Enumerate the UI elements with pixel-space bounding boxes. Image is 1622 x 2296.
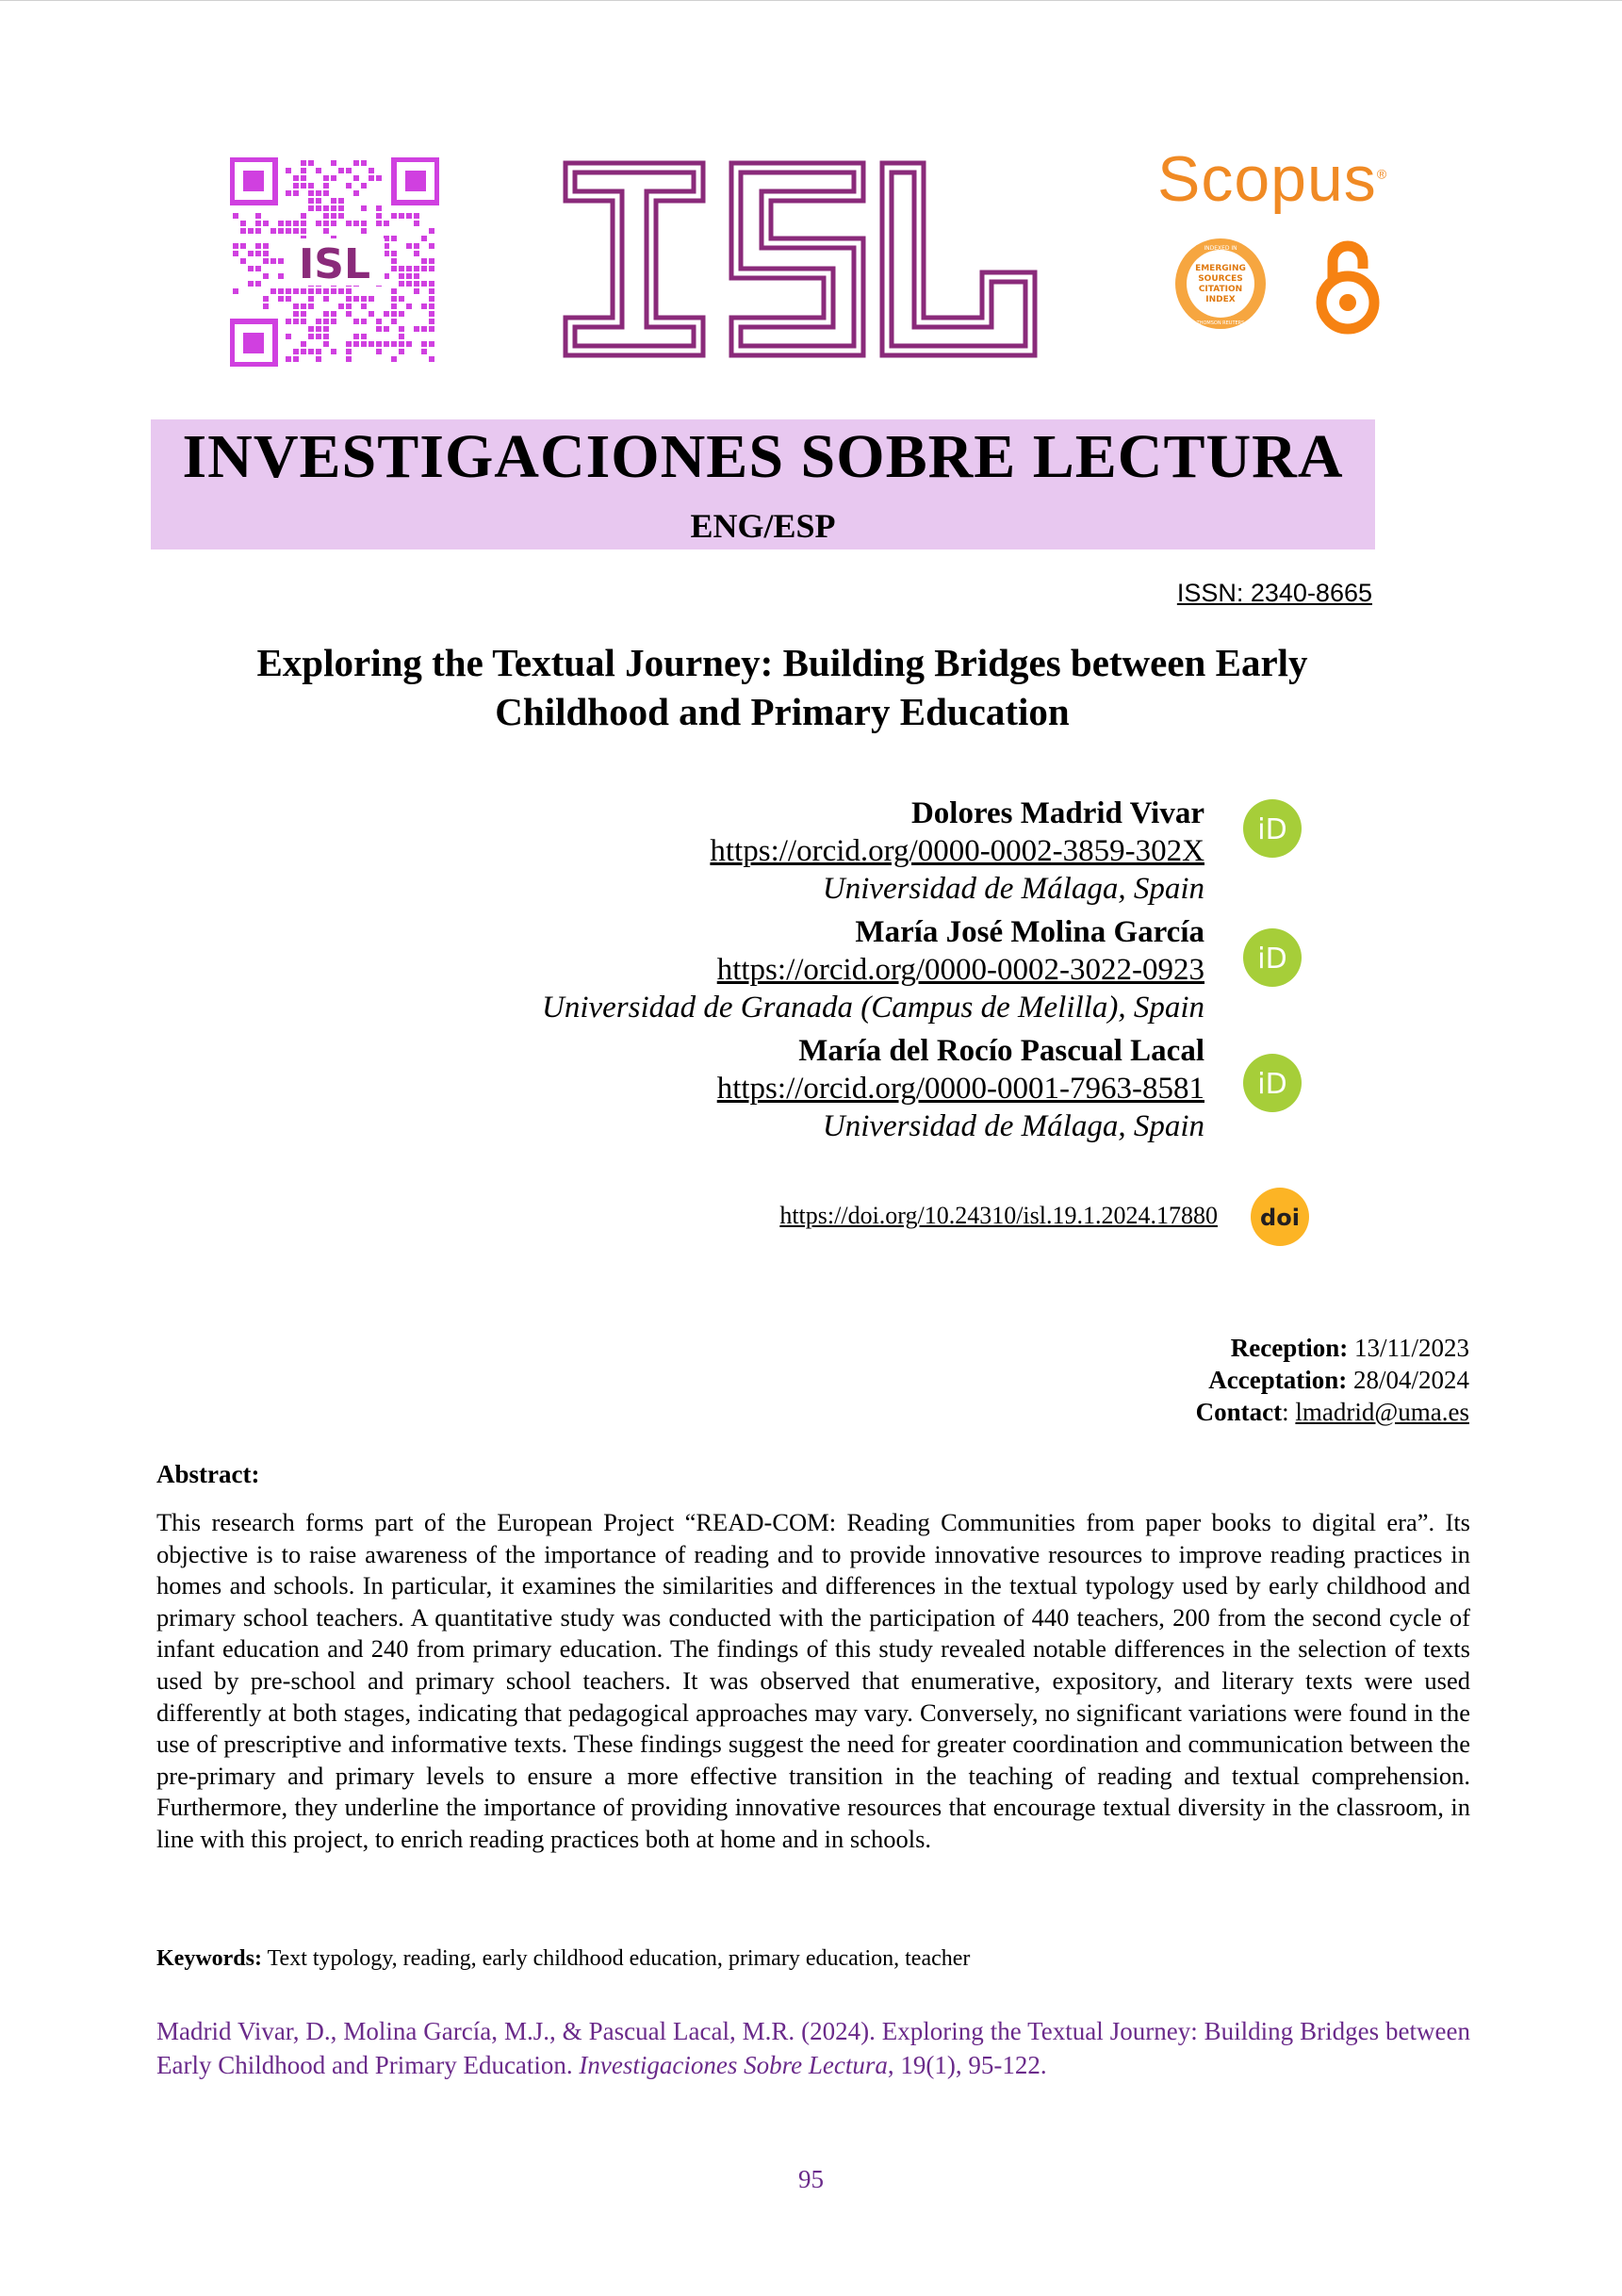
abstract-heading: Abstract: [156, 1460, 260, 1488]
reception-row [1196, 1332, 1469, 1364]
esci-line-1: EMERGING [1195, 264, 1246, 273]
keywords-label: Keywords: [156, 1946, 262, 1971]
svg-text:doi: doi [1260, 1205, 1300, 1231]
svg-text:iD: iD [1257, 813, 1287, 846]
qr-center-label: ISL [298, 240, 371, 288]
journal-title: INVESTIGACIONES SOBRE LECTURA [182, 422, 1344, 491]
author-affiliation: Universidad de Granada (Campus de Melilla), Spain [541, 991, 1204, 1025]
issn[interactable]: ISSN: 2340-8665 [1176, 579, 1372, 607]
esci-line-4: INDEX [1205, 295, 1236, 304]
qr-code-icon [230, 157, 439, 367]
orcid-icon[interactable] [1242, 927, 1303, 988]
doi-link[interactable]: https://doi.org/10.24310/isl.19.1.2024.17880 [779, 1202, 1218, 1229]
author-3 [542, 1032, 1204, 1145]
author-orcid-link[interactable]: https://orcid.org/0000-0002-3859-302X [710, 834, 1204, 868]
esci-badge-icon [1169, 237, 1272, 331]
keywords [156, 1946, 970, 1972]
reception-date: 13/11/2023 [1353, 1334, 1469, 1362]
scopus-text: Scopus [1157, 143, 1377, 215]
isl-logo [562, 159, 1039, 359]
author-affiliation: Universidad de Málaga, Spain [822, 1109, 1204, 1143]
keywords-text: Text typology, reading, early childhood education, primary education, teacher [267, 1946, 971, 1971]
esci-ring-bottom: THOMSON REUTERS [1196, 320, 1245, 326]
scopus-logo [1157, 142, 1387, 216]
author-affiliation: Universidad de Málaga, Spain [822, 872, 1204, 906]
reception-label: Reception: [1230, 1334, 1349, 1362]
contact-email[interactable]: lmadrid@uma.es [1295, 1398, 1469, 1426]
esci-line-2: SOURCES [1198, 274, 1243, 284]
author-list [542, 795, 1204, 1151]
svg-text:iD: iD [1257, 943, 1287, 976]
esci-ring-top: INDEXED IN [1204, 245, 1237, 252]
orcid-icon[interactable] [1242, 798, 1303, 859]
paper-title-line-2: Childhood and Primary Education [495, 690, 1070, 733]
page-number: 95 [798, 2165, 824, 2193]
doi-icon[interactable] [1250, 1187, 1310, 1247]
esci-line-3: CITATION [1198, 285, 1243, 294]
contact-row: Contact: lmadrid@uma.es [1195, 1398, 1469, 1426]
author-name: María del Rocío Pascual Lacal [798, 1034, 1204, 1068]
citation-journal: Investigaciones Sobre Lectura [579, 2051, 888, 2079]
open-access-icon [1312, 235, 1384, 336]
contact-label: Contact [1195, 1398, 1283, 1426]
author-orcid-link[interactable]: https://orcid.org/0000-0001-7963-8581 [716, 1072, 1204, 1106]
scopus-registered-mark: ® [1376, 166, 1388, 182]
paper-title-line-1: Exploring the Textual Journey: Building Bridges between Early [256, 641, 1308, 684]
citation-volume: , 19(1), 95-122. [887, 2051, 1047, 2079]
author-orcid-link[interactable]: https://orcid.org/0000-0002-3022-0923 [716, 953, 1204, 987]
paper-title [170, 638, 1395, 736]
citation-main: Madrid Vivar, D., Molina García, M.J., & Pascual Lacal, M.R. (2024). Exploring the Textual Journey: Building Bridges between Early Childhood and Primary Education. [156, 2017, 1470, 2079]
svg-text:iD: iD [1257, 1068, 1287, 1101]
author-name: María José Molina García [855, 915, 1204, 949]
abstract-text: This research forms part of the European Project “READ-COM: Reading Communities from paper books to digital era”. Its objective is to raise awareness of the importance of reading and to provide innovative resources to improve reading practices in homes and schools. In particular, it examines the similarities and differences in the textual typology used by early childhood and primary school teachers. A quantitative study was conducted with the participation of 440 teachers, 200 from the second cycle of infant education and 240 from primary education. The findings of this study revealed notable differences in the selection of texts used by pre-school and primary school teachers. It was observed that enumerative, expository, and literary texts were used differently at both stages, indicating that pedagogical approaches may vary. Conversely, no significant variations were found in the use of prescriptive and informative texts. These findings suggest the need for greater coordination and communication between the pre-primary and primary levels to ensure a more effective transition in the teaching of reading and textual comprehension. Furthermore, they underline the importance of providing innovative resources that encourage textual diversity in the classroom, in line with this project, to enrich reading practices both at home and in schools. [156, 1508, 1470, 1853]
author-2 [542, 913, 1204, 1026]
citation [156, 2014, 1470, 2082]
orcid-icon[interactable] [1242, 1053, 1303, 1113]
submission-info [1196, 1332, 1469, 1428]
acceptation-date: 28/04/2024 [1352, 1366, 1469, 1394]
author-1 [542, 795, 1204, 908]
journal-languages: ENG/ESP [690, 507, 836, 545]
acceptation-label: Acceptation: [1208, 1366, 1348, 1394]
acceptation-row [1196, 1364, 1469, 1396]
author-name: Dolores Madrid Vivar [910, 796, 1204, 830]
